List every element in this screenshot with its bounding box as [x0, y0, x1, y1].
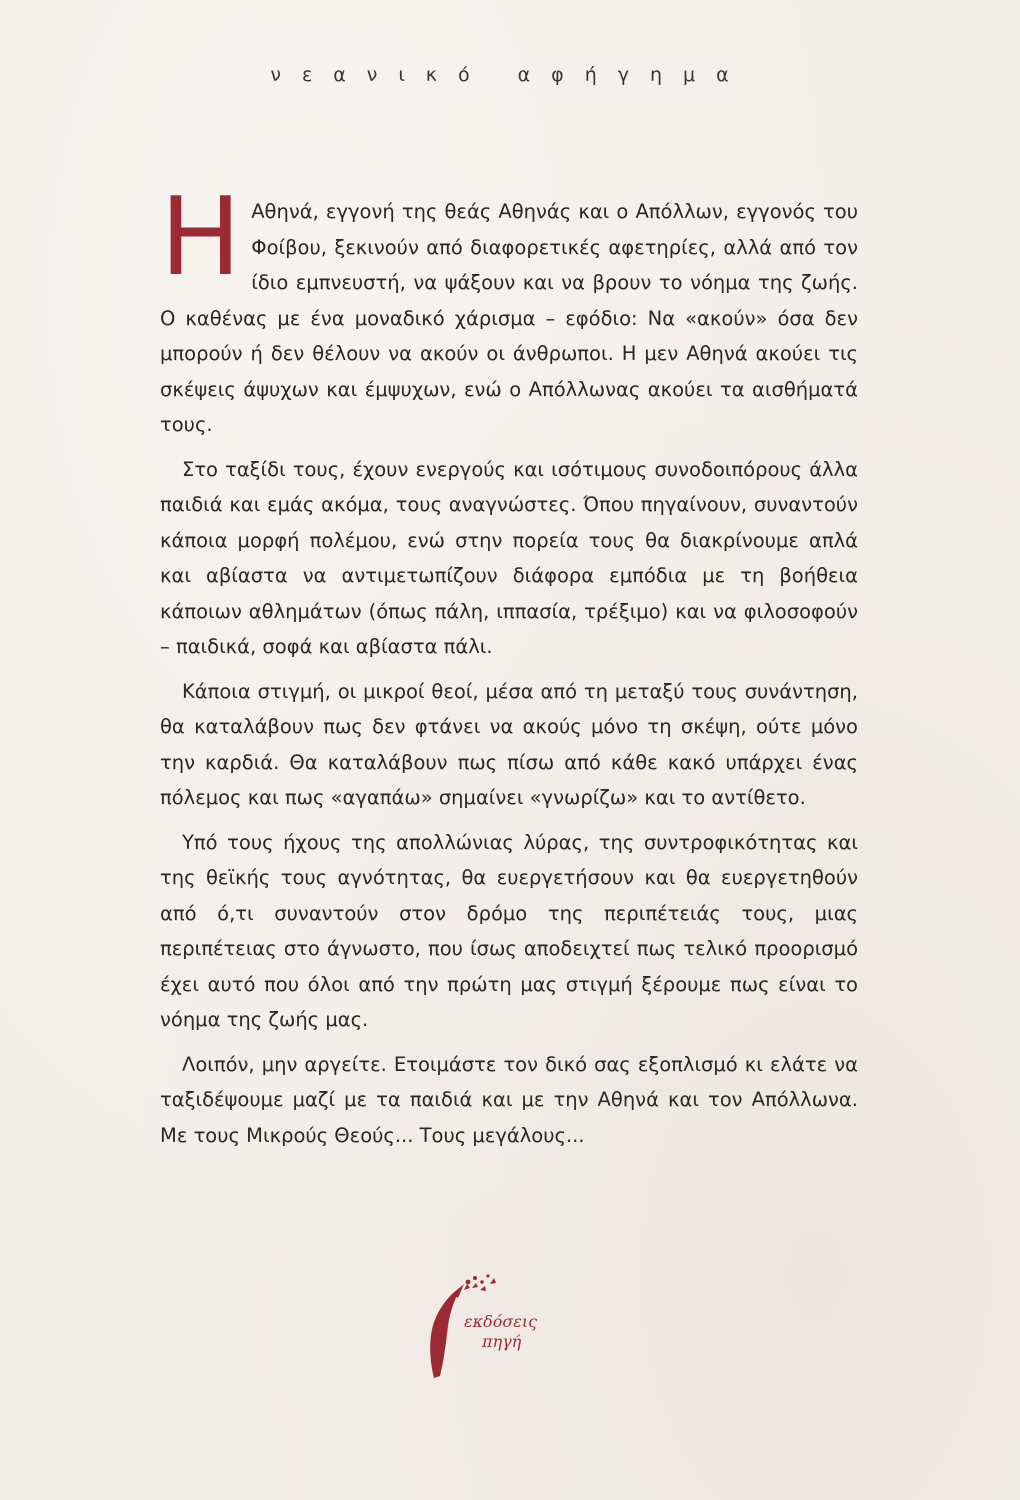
blurb-paragraph-1 [160, 175, 858, 443]
series-label: νεανικό αφήγημα [270, 64, 750, 86]
drop-cap: Η [160, 175, 242, 300]
blurb-paragraph-1-text: Αθηνά, εγγονή της θεάς Αθηνάς και ο Απόλλων, εγγονός του Φοίβου, ξεκινούν από διαφορετικές αφετηρίες, αλλά από τον ίδιο εμπνευστή, να ψάξουν και να βρουν το νόημα της ζωής. Ο καθένας με ένα μοναδικό χάρισμα – εφόδιο: Να «ακούν» όσα δεν μπορούν ή δεν θέλουν να ακούν οι άνθρωποι. Η μεν Αθηνά ακούει τις σκέψεις άψυχων και έμψυχων, ενώ ο Απόλλωνας ακούει τα αισθήματά τους. [160, 200, 858, 436]
publisher-name-line2: πηγή [482, 1332, 522, 1351]
blurb-text [160, 175, 858, 1162]
publisher-logo [420, 1270, 590, 1380]
blurb-paragraph-3: Κάποια στιγμή, οι μικροί θεοί, μέσα από τη μεταξύ τους συνάντηση, θα καταλάβουν πως δεν φτάνει να ακούς μόνο τη σκέψη, ούτε μόνο την καρδιά. Θα καταλάβουν πως πίσω από κάθε κακό υπάρχει ένας πόλεμος και πως «αγαπάω» σημαίνει «γνωρίζω» και το αντίθετο. [160, 679, 858, 809]
blurb-paragraph-5: Λοιπόν, μην αργείτε. Ετοιμάστε τον δικό σας εξοπλισμό κι ελάτε να ταξιδέψουμε μαζί με τα παιδιά και με την Αθηνά και τον Απόλλωνα. Με τους Μικρούς Θεούς... Τους μεγάλους... [160, 1052, 858, 1147]
publisher-name-line1: εκδόσεις [464, 1312, 538, 1331]
blurb-paragraph-2: Στο ταξίδι τους, έχουν ενεργούς και ισότιμους συνοδοιπόρους άλλα παιδιά και εμάς ακόμα, τους αναγνώστες. Όπου πηγαίνουν, συναντούν κάποια μορφή πολέμου, ενώ στην πορεία τους θα διακρίνουμε απλά και αβίαστα να αντιμετωπίζουν διάφορα εμπόδια με τη βοήθεια κάποιων αθλημάτων (όπως πάλη, ιππασία, τρέξιμο) και να φιλοσοφούν – παιδικά, σοφά και αβίαστα πάλι. [160, 457, 858, 658]
blurb-paragraph-4: Υπό τους ήχους της απολλώνιας λύρας, της συντροφικότητας και της θεϊκής τους αγνότητας, θα ευεργετήσουν και θα ευεργετηθούν από ό,τι συναντούν στον δρόμο της περιπέτειάς τους, μιας περιπέτειας στο άγνωστο, που ίσως αποδειχτεί πως τελικό προορισμό έχει αυτό που όλοι από την πρώτη μας στιγμή ξέρουμε πως είναι το νόημα της ζωής μας. [160, 830, 858, 1031]
